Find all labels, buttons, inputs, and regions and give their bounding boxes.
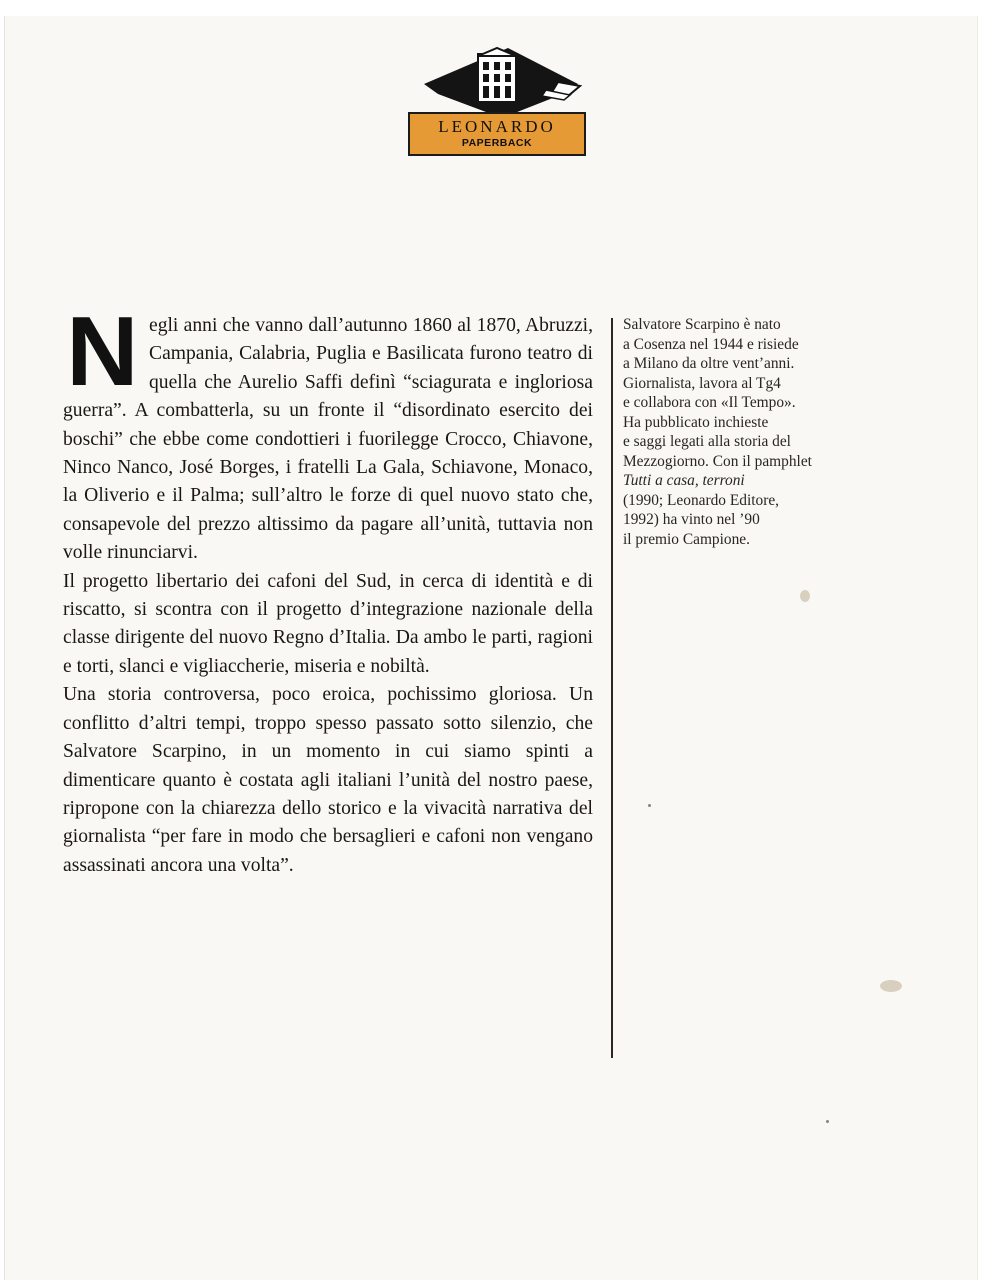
bio-line: Ha pubblicato inchieste bbox=[623, 413, 769, 431]
logo-name: LEONARDO bbox=[438, 117, 556, 136]
paper-speck bbox=[800, 590, 810, 602]
paper-speck bbox=[826, 1120, 829, 1123]
blurb-paragraph-3: Una storia controversa, poco eroica, pochissimo gloriosa. Un conflitto d’altri tempi, troppo spesso passato sotto silenzio, che Salvatore Scarpino, in un momento in cui siamo spinti a dimenticare quanto è costata agli italiani l’unità del nostro paese, ripropone con la chiarezza dello storico e la vivacità narrativa del giornalista “per fare in modo che bersaglieri e cafoni non vengano assassinati ancora una volta”. bbox=[63, 684, 593, 876]
bio-line: Giornalista, lavora al Tg4 bbox=[623, 374, 781, 392]
drop-cap: N bbox=[66, 296, 139, 406]
bio-line: il premio Campione. bbox=[623, 530, 750, 548]
publisher-logo bbox=[418, 46, 590, 158]
blurb-paragraph-2: Il progetto libertario dei cafoni del Sud, in cerca di identità e di riscatto, si scontra con il progetto d’integrazione nazionale della classe dirigente del nuovo Regno d’Italia. Da ambo le parti, ragioni e torti, slanci e vigliaccherie, miseria e nobiltà. bbox=[63, 570, 593, 677]
paper-speck bbox=[648, 804, 651, 807]
bio-line: Mezzogiorno. Con il pamphlet bbox=[623, 452, 812, 470]
column-divider bbox=[611, 318, 613, 1058]
bio-book-title: Tutti a casa, terroni bbox=[623, 472, 745, 489]
paper-speck bbox=[880, 980, 902, 992]
bio-line: e collabora con «Il Tempo». bbox=[623, 394, 796, 411]
author-bio bbox=[623, 315, 893, 549]
blurb-text bbox=[63, 296, 593, 880]
blurb-paragraph-1 bbox=[63, 296, 593, 568]
bio-line: (1990; Leonardo Editore, bbox=[623, 491, 779, 509]
bio-line: e saggi legati alla storia del bbox=[623, 433, 791, 450]
bio-line: Salvatore Scarpino è nato bbox=[623, 316, 781, 333]
bio-line: a Milano da oltre vent’anni. bbox=[623, 355, 795, 372]
bio-line: 1992) ha vinto nel ’90 bbox=[623, 511, 760, 528]
logo-subtitle: PAPERBACK bbox=[461, 137, 533, 149]
blurb-paragraph-1-text: egli anni che vanno dall’autunno 1860 al 1870, Abruzzi, Campania, Calabria, Puglia e Basilicata furono teatro di quella che Aurelio Saffi definì “sciagurata e ingloriosa guerra”. A combatterla, su un fronte il “disordinato esercito dei boschi” che ebbe come condottieri i fuorilegge Crocco, Chiavone, Ninco Nanco, José Borges, i fratelli La Gala, Schiavone, Monaco, la Oliverio e il Palma; sull’altro le forze di quel nuovo stato che, consapevole del prezzo altissimo da pagare all’unità, tuttavia non volle rinunciarvi. bbox=[63, 315, 593, 564]
logo-label-band bbox=[408, 112, 586, 156]
bio-line: a Cosenza nel 1944 e risiede bbox=[623, 335, 799, 353]
